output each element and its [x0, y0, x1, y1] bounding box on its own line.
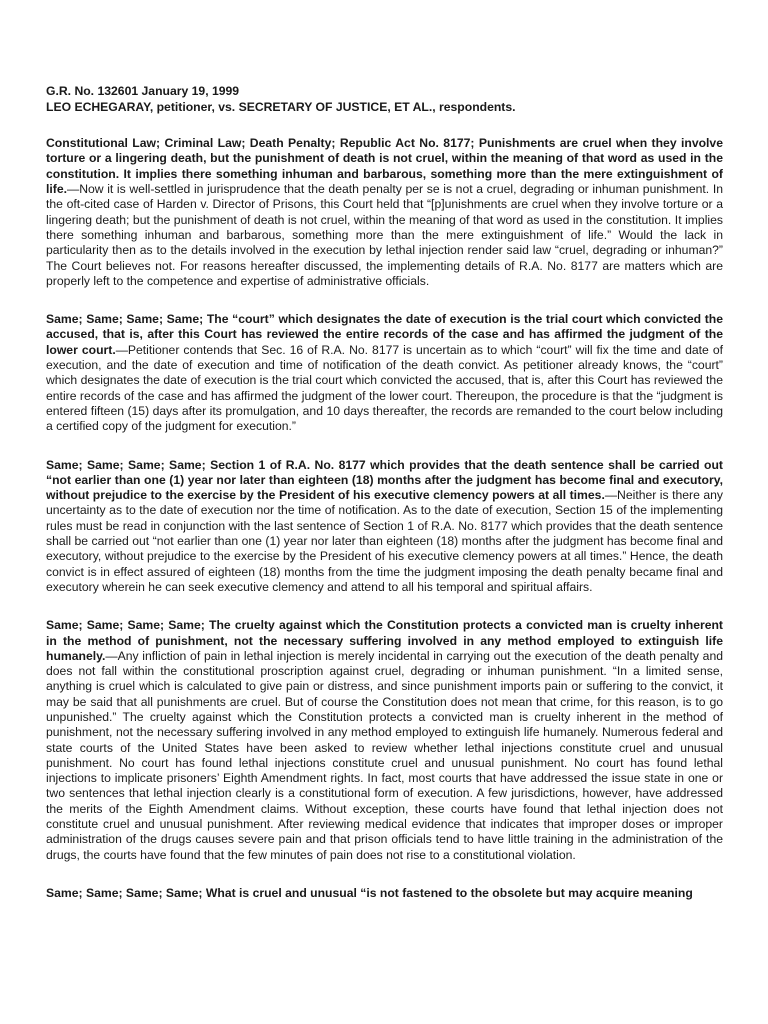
paragraph-4	[46, 618, 723, 863]
paragraph-body-3: —Neither is there any uncertainty as to the date of execution nor the time of notification. As to the date of execution, Section 15 of the implementing rules must be read in conjunction with the last sentence of Section 1 of R.A. No. 8177 which provides that the death sentence shall be carried out “not earlier than one (1) year nor later than eighteen (18) months after the judgment has become final and executory, without prejudice to the exercise by the President of his executive clemency powers at all times.” Hence, the death convict is in effect assured of eighteen (18) months from the time the judgment imposing the death penalty became final and executory wherein he can seek executive clemency and attend to all his temporal and spiritual affairs.	[46, 488, 723, 594]
paragraph-5	[46, 886, 723, 901]
syllabus-heading-1: Constitutional Law; Criminal Law; Death Penalty; Republic Act No. 8177; Punishments are cruel when they involve torture or a lingering death, but the punishment of death is not cruel, within the meaning of that word as used in the constitution. It implies there something inhuman and barbarous, something more than the mere extinguishment of life.	[46, 136, 723, 197]
paragraph-body-1: —Now it is well-settled in jurisprudence that the death penalty per se is not a cruel, degrading or inhuman punishment. In the oft-cited case of Harden v. Director of Prisons, this Court held that “[p]unishments are cruel when they involve torture or a lingering death; but the punishment of death is not cruel, within the meaning of that word as used in the constitution. It implies there something inhuman and barbarous, something more than the mere extinguishment of life.” Would the lack in particularity then as to the details involved in the execution by lethal injection render said law “cruel, degrading or inhuman?” The Court believes not. For reasons hereafter discussed, the implementing details of R.A. No. 8177 are matters which are properly left to the competence and expertise of administrative officials.	[46, 182, 723, 288]
syllabus-heading-5: Same; Same; Same; Same; What is cruel and unusual “is not fastened to the obsolete but may acquire meaning	[46, 885, 693, 900]
paragraph-2	[46, 312, 723, 434]
syllabus-heading-4: Same; Same; Same; Same; The cruelty against which the Constitution protects a convicted man is cruelty inherent in the method of punishment, not the necessary suffering involved in any method employed to extinguish life humanely.	[46, 618, 723, 663]
paragraph-body-4: —Any infliction of pain in lethal injection is merely incidental in carrying out the execution of the death penalty and does not fall within the constitutional proscription against cruel, degrading or inhuman punishment. “In a limited sense, anything is cruel which is calculated to give pain or distress, and since punishment imports pain or suffering to the convict, it may be said that all punishments are cruel. But of course the Constitution does not mean that crime, for this reason, is to go unpunished.” The cruelty against which the Constitution protects a convicted man is cruelty inherent in the method of punishment, not the necessary suffering involved in any method employed to extinguish life humanely. Numerous federal and state courts of the United States have been asked to review whether lethal injections constitute cruel and unusual punishment. No court has found lethal injections constitute cruel and unusual punishment. No court has found lethal injections to implicate prisoners’ Eighth Amendment rights. In fact, most courts that have addressed the issue state in one or two sentences that lethal injection clearly is a constitutional form of execution. A few jurisdictions, however, have addressed the merits of the Eighth Amendment claims. Without exception, these courts have found that lethal injection does not constitute cruel and unusual punishment. After reviewing medical evidence that indicates that improper doses or improper administration of the drugs causes severe pain and that prison officials tend to have little training in the administration of the drugs, the courts have found that the few minutes of pain does not rise to a constitutional violation.	[46, 648, 723, 862]
paragraph-body-2: —Petitioner contends that Sec. 16 of R.A. No. 8177 is uncertain as to which “court” will fix the time and date of execution, and the date of execution and time of notification of the death convict. As petitioner already knows, the “court” which designates the date of execution is the trial court which convicted the accused, that is, after this Court has reviewed the entire records of the case and has affirmed the judgment of the lower court. Thereupon, the procedure is that the “judgment is entered fifteen (15) days after its promulgation, and 10 days thereafter, the records are remanded to the court below including a certified copy of the judgment for execution.”	[46, 342, 723, 434]
document-page	[46, 84, 723, 924]
case-header	[46, 84, 723, 115]
case-parties: LEO ECHEGARAY, petitioner, vs. SECRETARY OF JUSTICE, ET AL., respondents.	[46, 99, 516, 114]
paragraph-1	[46, 136, 723, 289]
syllabus-heading-3: Same; Same; Same; Same; Section 1 of R.A. No. 8177 which provides that the death sentence shall be carried out “not earlier than one (1) year nor later than eighteen (18) months after the judgment has become final and executory, without prejudice to the exercise by the President of his executive clemency powers at all times.	[46, 457, 723, 503]
case-number-date: G.R. No. 132601 January 19, 1999	[46, 84, 240, 98]
paragraph-3	[46, 458, 723, 596]
syllabus-heading-2: Same; Same; Same; Same; The “court” which designates the date of execution is the trial court which convicted the accused, that is, after this Court has reviewed the entire records of the case and has affirmed the judgment of the lower court.	[46, 312, 723, 357]
